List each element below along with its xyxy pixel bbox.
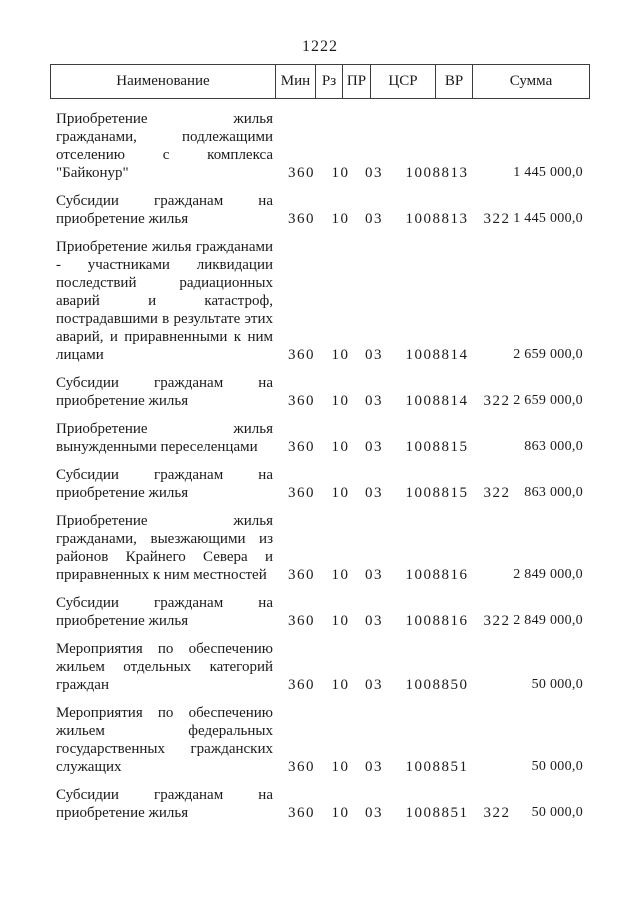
- cell-csr: 1008816: [405, 613, 469, 629]
- table-row: [56, 466, 583, 502]
- cell-pr: 03: [365, 211, 383, 227]
- cell-sum: 50 000,0: [531, 759, 583, 774]
- cell-name: Мероприятия по обеспечению жильем федеральных государственных гражданских служащих: [56, 705, 273, 775]
- table-row: [56, 374, 583, 410]
- header-cell-name: Наименование: [51, 65, 276, 98]
- cell-pr: 03: [365, 347, 383, 363]
- cell-sum: 2 659 000,0: [513, 393, 583, 408]
- cell-min: 360: [288, 805, 315, 821]
- header-cell-min: Мин: [276, 65, 316, 98]
- cell-sum: 1 445 000,0: [513, 211, 583, 226]
- page-number: 1222: [302, 38, 338, 55]
- cell-csr: 1008813: [405, 165, 469, 181]
- cell-name: Субсидии гражданам на приобретение жилья: [56, 467, 273, 501]
- header-cell-csr: ЦСР: [371, 65, 436, 98]
- cell-pr: 03: [365, 613, 383, 629]
- cell-pr: 03: [365, 439, 383, 455]
- table-header-row: [50, 64, 590, 99]
- table-body: [56, 110, 583, 822]
- cell-name: Приобретение жилья гражданами, подлежащими отселению с комплекса "Байконур": [56, 111, 273, 181]
- table-row: [56, 512, 583, 584]
- cell-sum: 50 000,0: [531, 805, 583, 820]
- cell-min: 360: [288, 211, 315, 227]
- cell-sum: 863 000,0: [524, 485, 583, 500]
- cell-csr: 1008851: [405, 805, 469, 821]
- cell-min: 360: [288, 347, 315, 363]
- cell-min: 360: [288, 567, 315, 583]
- cell-name: Приобретение жилья гражданами - участниками ликвидации последствий радиационных аварий и катастроф, пострадавшими в результате этих аварий, и приравненными к ним лицами: [56, 239, 273, 363]
- cell-rz: 10: [331, 677, 350, 693]
- cell-pr: 03: [365, 677, 383, 693]
- cell-vr: 322: [483, 211, 511, 227]
- cell-min: 360: [288, 759, 315, 775]
- cell-vr: 322: [483, 613, 511, 629]
- table-row: [56, 640, 583, 694]
- table-row: [56, 704, 583, 776]
- cell-vr: 322: [483, 805, 511, 821]
- cell-sum: 50 000,0: [531, 677, 583, 692]
- cell-pr: 03: [365, 805, 383, 821]
- table-row: [56, 420, 583, 456]
- header-cell-sum: Сумма: [509, 73, 553, 89]
- cell-sum: 2 849 000,0: [513, 567, 583, 582]
- cell-csr: 1008815: [405, 485, 469, 501]
- cell-name: Мероприятия по обеспечению жильем отдельных категорий граждан: [56, 641, 273, 693]
- cell-name: Приобретение жилья гражданами, выезжающими из районов Крайнего Севера и приравненных к ним местностей: [56, 513, 273, 583]
- cell-csr: 1008814: [405, 347, 469, 363]
- cell-name: Субсидии гражданам на приобретение жилья: [56, 787, 273, 821]
- cell-name: Субсидии гражданам на приобретение жилья: [56, 193, 273, 227]
- cell-sum: 1 445 000,0: [513, 165, 583, 180]
- cell-rz: 10: [331, 439, 350, 455]
- cell-rz: 10: [331, 759, 350, 775]
- cell-rz: 10: [331, 485, 350, 501]
- cell-name: Приобретение жилья вынужденными переселенцами: [56, 421, 273, 455]
- cell-min: 360: [288, 165, 315, 181]
- cell-rz: 10: [331, 165, 350, 181]
- cell-sum: 2 659 000,0: [513, 347, 583, 362]
- table-row: [56, 238, 583, 364]
- cell-min: 360: [288, 393, 315, 409]
- cell-min: 360: [288, 677, 315, 693]
- header-cell-rz: Рз: [316, 65, 343, 98]
- cell-csr: 1008813: [405, 211, 469, 227]
- header-cell-vr: ВР: [436, 65, 473, 98]
- cell-rz: 10: [331, 393, 350, 409]
- header-cell-pr: ПР: [343, 65, 371, 98]
- cell-vr: 322: [483, 485, 511, 501]
- cell-rz: 10: [331, 805, 350, 821]
- cell-rz: 10: [331, 211, 350, 227]
- cell-csr: 1008814: [405, 393, 469, 409]
- cell-rz: 10: [331, 347, 350, 363]
- cell-sum: 863 000,0: [524, 439, 583, 454]
- cell-rz: 10: [331, 567, 350, 583]
- cell-csr: 1008851: [405, 759, 469, 775]
- cell-name: Субсидии гражданам на приобретение жилья: [56, 595, 273, 629]
- cell-csr: 1008815: [405, 439, 469, 455]
- cell-min: 360: [288, 485, 315, 501]
- cell-pr: 03: [365, 393, 383, 409]
- table-row: [56, 192, 583, 228]
- table-row: [56, 110, 583, 182]
- cell-csr: 1008850: [405, 677, 469, 693]
- cell-sum: 2 849 000,0: [513, 613, 583, 628]
- cell-pr: 03: [365, 567, 383, 583]
- cell-pr: 03: [365, 759, 383, 775]
- cell-rz: 10: [331, 613, 350, 629]
- cell-vr: 322: [483, 393, 511, 409]
- cell-min: 360: [288, 613, 315, 629]
- table-row: [56, 594, 583, 630]
- cell-min: 360: [288, 439, 315, 455]
- table-row: [56, 786, 583, 822]
- cell-csr: 1008816: [405, 567, 469, 583]
- cell-pr: 03: [365, 485, 383, 501]
- cell-pr: 03: [365, 165, 383, 181]
- cell-name: Субсидии гражданам на приобретение жилья: [56, 375, 273, 409]
